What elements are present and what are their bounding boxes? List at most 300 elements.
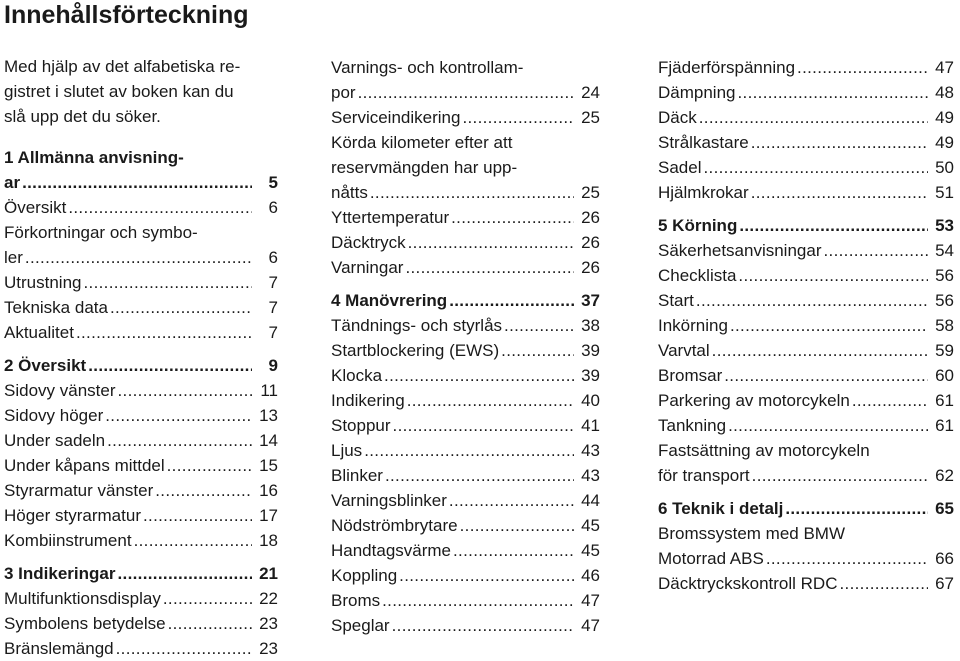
toc-entry-line: [658, 155, 954, 180]
toc-entry[interactable]: [331, 105, 600, 130]
toc-page-number: 23: [259, 639, 278, 658]
toc-entry[interactable]: [658, 55, 954, 80]
toc-entry[interactable]: [4, 453, 278, 478]
toc-entry[interactable]: [658, 571, 954, 596]
toc-dot-leader: [68, 195, 252, 220]
toc-entry-text: Varnings- och kontrollam-: [331, 58, 524, 77]
toc-dot-leader: [117, 561, 252, 586]
intro-line: slå upp det du söker.: [4, 107, 161, 126]
toc-page-number: 39: [581, 366, 600, 385]
toc-entry[interactable]: [4, 295, 278, 320]
toc-page-number: 22: [259, 589, 278, 608]
toc-chapter-entry[interactable]: [658, 496, 954, 521]
toc-dot-leader: [451, 205, 574, 230]
toc-dot-leader: [712, 338, 928, 363]
toc-entry-line: [331, 413, 600, 438]
toc-entry-line: [4, 195, 278, 220]
toc-page-number: 5: [268, 173, 278, 192]
toc-entry-text: Hjälmkrokar: [658, 183, 749, 202]
toc-entry-line: [331, 438, 600, 463]
toc-entry-line: [4, 145, 278, 170]
toc-entry-line: [4, 295, 278, 320]
toc-entry-line: [658, 363, 954, 388]
toc-entry-text: Start: [658, 291, 694, 310]
toc-entry-line: [658, 80, 954, 105]
toc-page-number: 24: [581, 83, 600, 102]
toc-entry-text: Säkerhetsanvisningar: [658, 241, 822, 260]
toc-dot-leader: [453, 538, 574, 563]
toc-entry-text: 3 Indikeringar: [4, 564, 116, 583]
toc-entry[interactable]: [331, 563, 600, 588]
toc-entry-line: [658, 388, 954, 413]
toc-entry[interactable]: [658, 521, 954, 571]
toc-entry-line: [658, 338, 954, 363]
toc-chapter-entry[interactable]: [4, 561, 278, 586]
toc-entry-text: Sidovy vänster: [4, 381, 116, 400]
toc-entry-line: [658, 571, 954, 596]
toc-entry-text: Indikering: [331, 391, 405, 410]
toc-dot-leader: [766, 546, 928, 571]
toc-entry[interactable]: [658, 238, 954, 263]
toc-entry-text: Koppling: [331, 566, 398, 585]
toc-dot-leader: [105, 403, 252, 428]
toc-entry-text: ler: [4, 248, 23, 267]
toc-entry-text: Broms: [331, 591, 381, 610]
toc-entry-line: [4, 220, 278, 245]
toc-page-number: 43: [581, 441, 600, 460]
toc-dot-leader: [110, 295, 252, 320]
toc-page-number: 6: [268, 248, 278, 267]
toc-entry[interactable]: [658, 388, 954, 413]
toc-page-number: 23: [259, 614, 278, 633]
toc-entry-text: för transport: [658, 466, 750, 485]
toc-entry-line: [658, 313, 954, 338]
toc-entry-line: [4, 403, 278, 428]
toc-entry-line: [658, 180, 954, 205]
toc-page-number: 45: [581, 516, 600, 535]
toc-entry[interactable]: [658, 80, 954, 105]
toc-entry-text: por: [331, 83, 356, 102]
toc-entry-line: [331, 538, 600, 563]
toc-entry[interactable]: [331, 588, 600, 613]
toc-entry-text: Tändnings- och styrlås: [331, 316, 503, 335]
toc-entry-line: [4, 611, 278, 636]
toc-entry-line: [331, 363, 600, 388]
toc-entry[interactable]: [4, 528, 278, 553]
toc-dot-leader: [407, 388, 574, 413]
toc-page-number: 26: [581, 233, 600, 252]
toc-entry[interactable]: [331, 313, 600, 338]
toc-dot-leader: [699, 105, 928, 130]
toc-entry-text: Styrarmatur vänster: [4, 481, 154, 500]
toc-entry[interactable]: [658, 363, 954, 388]
toc-entry[interactable]: [331, 338, 600, 363]
toc-dot-leader: [738, 263, 928, 288]
toc-entry-line: [331, 130, 600, 155]
toc-page-number: 47: [935, 58, 954, 77]
toc-chapter-entry[interactable]: [658, 213, 954, 238]
toc-entry[interactable]: [658, 288, 954, 313]
toc-entry-text: Inkörning: [658, 316, 728, 335]
toc-page-number: 40: [581, 391, 600, 410]
toc-entry-line: [658, 521, 954, 546]
toc-entry-line: [658, 546, 954, 571]
toc-dot-leader: [405, 255, 574, 280]
toc-entry-text: Bränslemängd: [4, 639, 114, 658]
toc-entry[interactable]: [4, 428, 278, 453]
toc-dot-leader: [449, 488, 574, 513]
toc-dot-leader: [738, 80, 929, 105]
toc-entry-text: Ljus: [331, 441, 363, 460]
toc-page-number: 59: [935, 341, 954, 360]
toc-entry-line: [4, 528, 278, 553]
toc-entry-line: [658, 213, 954, 238]
toc-dot-leader: [823, 238, 928, 263]
toc-dot-leader: [839, 571, 928, 596]
toc-entry-text: Fastsättning av motorcykeln: [658, 441, 870, 460]
toc-dot-leader: [168, 611, 252, 636]
toc-entry-text: Bromssystem med BMW: [658, 524, 846, 543]
toc-page-number: 46: [581, 566, 600, 585]
toc-entry[interactable]: [658, 313, 954, 338]
toc-entry-line: [331, 230, 600, 255]
toc-entry-text: Däcktryck: [331, 233, 406, 252]
toc-dot-leader: [852, 388, 928, 413]
toc-dot-leader: [107, 428, 252, 453]
toc-page-number: 17: [259, 506, 278, 525]
toc-entry-line: [331, 388, 600, 413]
toc-dot-leader: [358, 80, 574, 105]
toc-entry-line: [658, 438, 954, 463]
toc-entry-text: Höger styrarmatur: [4, 506, 141, 525]
toc-dot-leader: [76, 320, 252, 345]
toc-page-number: 7: [268, 273, 278, 292]
toc-page-number: 62: [935, 466, 954, 485]
toc-entry-line: [331, 563, 600, 588]
toc-dot-leader: [83, 270, 252, 295]
toc-entry-text: Handtagsvärme: [331, 541, 452, 560]
toc-entry-text: Utrustning: [4, 273, 82, 292]
toc-entry-text: Sidovy höger: [4, 406, 104, 425]
toc-entry[interactable]: [331, 363, 600, 388]
toc-entry-text: Aktualitet: [4, 323, 74, 342]
toc-dot-leader: [785, 496, 928, 521]
toc-entry-line: [331, 205, 600, 230]
toc-entry[interactable]: [658, 105, 954, 130]
toc-entry-text: Varvtal: [658, 341, 710, 360]
toc-entry-text: Yttertemperatur: [331, 208, 450, 227]
toc-entry-text: Blinker: [331, 466, 383, 485]
toc-dot-leader: [399, 563, 574, 588]
toc-dot-leader: [797, 55, 928, 80]
toc-dot-leader: [155, 478, 252, 503]
toc-entry-text: Förkortningar och symbo-: [4, 223, 198, 242]
toc-entry-line: [331, 338, 600, 363]
toc-entry-text: 2 Översikt: [4, 356, 87, 375]
toc-entry-text: 1 Allmänna anvisning-: [4, 148, 184, 167]
toc-page-number: 65: [935, 499, 954, 518]
intro-line: gistret i slutet av boken kan du: [4, 82, 234, 101]
toc-page-number: 11: [260, 381, 278, 400]
toc-entry-line: [331, 155, 600, 180]
toc-entry[interactable]: [658, 180, 954, 205]
toc-dot-leader: [384, 363, 574, 388]
toc-entry-line: [4, 170, 278, 195]
toc-entry-text: Fjäderförspänning: [658, 58, 796, 77]
toc-entry[interactable]: [331, 613, 600, 638]
toc-page-number: 6: [268, 198, 278, 217]
toc-column-1: [4, 54, 278, 661]
toc-entry-line: [658, 55, 954, 80]
toc-entry-line: [658, 105, 954, 130]
toc-entry-line: [331, 513, 600, 538]
toc-dot-leader: [449, 288, 574, 313]
toc-entry-text: Symbolens betydelse: [4, 614, 166, 633]
toc-dot-leader: [393, 413, 574, 438]
toc-entry-line: [4, 320, 278, 345]
toc-entry-line: [658, 413, 954, 438]
toc-entry-line: [4, 353, 278, 378]
toc-entry-line: [4, 561, 278, 586]
toc-entry-text: 6 Teknik i detalj: [658, 499, 784, 518]
toc-page-number: 66: [935, 549, 954, 568]
toc-page-number: 43: [581, 466, 600, 485]
toc-entry-text: 5 Körning: [658, 216, 738, 235]
toc-dot-leader: [728, 413, 928, 438]
toc-entry-line: [4, 245, 278, 270]
toc-page-number: 47: [581, 616, 600, 635]
toc-entry-text: reservmängden har upp-: [331, 158, 518, 177]
toc-entry-text: Parkering av motorcykeln: [658, 391, 850, 410]
toc-entry[interactable]: [4, 320, 278, 345]
toc-entry-text: 4 Manövrering: [331, 291, 448, 310]
toc-page-number: 60: [935, 366, 954, 385]
toc-page-number: 16: [259, 481, 278, 500]
toc-page-number: 53: [935, 216, 954, 235]
toc-entry-line: [331, 588, 600, 613]
toc-dot-leader: [392, 613, 574, 638]
toc-entry[interactable]: [331, 538, 600, 563]
toc-entry[interactable]: [4, 195, 278, 220]
toc-page-number: 13: [259, 406, 278, 425]
toc-dot-leader: [703, 155, 928, 180]
toc-entry-line: [658, 288, 954, 313]
toc-dot-leader: [408, 230, 574, 255]
toc-entry-text: Tankning: [658, 416, 727, 435]
toc-entry-line: [658, 238, 954, 263]
toc-column-3: [658, 55, 954, 596]
toc-page-number: 56: [935, 266, 954, 285]
toc-chapter-entry[interactable]: [4, 145, 278, 195]
toc-dot-leader: [730, 313, 928, 338]
toc-dot-leader: [501, 338, 574, 363]
toc-entry[interactable]: [4, 403, 278, 428]
toc-page-number: 9: [268, 356, 278, 375]
toc-page-number: 54: [935, 241, 954, 260]
toc-entry[interactable]: [658, 155, 954, 180]
toc-entry-text: Varningar: [331, 258, 404, 277]
toc-dot-leader: [22, 170, 252, 195]
toc-entry[interactable]: [331, 55, 600, 105]
toc-entry-text: Serviceindikering: [331, 108, 461, 127]
toc-entry[interactable]: [4, 220, 278, 270]
toc-entry-line: [4, 270, 278, 295]
toc-dot-leader: [504, 313, 574, 338]
toc-dot-leader: [462, 105, 574, 130]
toc-entry[interactable]: [4, 378, 278, 403]
toc-entry[interactable]: [331, 513, 600, 538]
toc-page-number: 50: [935, 158, 954, 177]
toc-page-number: 39: [581, 341, 600, 360]
toc-entry-line: [331, 105, 600, 130]
toc-entry-line: [331, 55, 600, 80]
toc-dot-leader: [752, 463, 928, 488]
toc-entry-line: [331, 488, 600, 513]
toc-entry-text: Översikt: [4, 198, 67, 217]
toc-entry[interactable]: [331, 130, 600, 205]
toc-entry-line: [658, 130, 954, 155]
toc-entry-text: Under kåpans mittdel: [4, 456, 165, 475]
toc-entry[interactable]: [658, 263, 954, 288]
toc-dot-leader: [751, 180, 928, 205]
toc-entry[interactable]: [658, 130, 954, 155]
intro-line: Med hjälp av det alfabetiska re-: [4, 57, 241, 76]
toc-entry[interactable]: [331, 205, 600, 230]
toc-entry-line: [331, 255, 600, 280]
toc-entry[interactable]: [331, 488, 600, 513]
toc-entry[interactable]: [331, 388, 600, 413]
toc-entry-text: Startblockering (EWS): [331, 341, 500, 360]
toc-entry[interactable]: [658, 338, 954, 363]
toc-entry-line: [4, 586, 278, 611]
toc-dot-leader: [163, 586, 252, 611]
toc-entry[interactable]: [331, 438, 600, 463]
toc-page-number: 58: [935, 316, 954, 335]
toc-entry-text: Stoppur: [331, 416, 391, 435]
toc-dot-leader: [739, 213, 928, 238]
toc-entry[interactable]: [4, 478, 278, 503]
toc-entry-line: [658, 496, 954, 521]
toc-entry[interactable]: [658, 438, 954, 488]
toc-entry-line: [331, 313, 600, 338]
toc-dot-leader: [118, 378, 253, 403]
toc-page-number: 21: [259, 564, 278, 583]
toc-page-number: 7: [268, 298, 278, 317]
toc-entry-line: [4, 478, 278, 503]
toc-dot-leader: [167, 453, 252, 478]
toc-page-number: 44: [581, 491, 600, 510]
toc-dot-leader: [724, 363, 928, 388]
toc-dot-leader: [134, 528, 252, 553]
toc-dot-leader: [25, 245, 252, 270]
toc-dot-leader: [382, 588, 574, 613]
toc-entry[interactable]: [331, 230, 600, 255]
toc-page-number: 37: [581, 291, 600, 310]
toc-chapter-entry[interactable]: [4, 353, 278, 378]
toc-dot-leader: [696, 288, 928, 313]
toc-entry[interactable]: [4, 503, 278, 528]
toc-entry-line: [658, 463, 954, 488]
toc-page-number: 67: [935, 574, 954, 593]
toc-entry[interactable]: [331, 463, 600, 488]
toc-entry-line: [331, 80, 600, 105]
toc-dot-leader: [385, 463, 574, 488]
toc-entry[interactable]: [4, 611, 278, 636]
toc-page-number: 49: [935, 108, 954, 127]
toc-page-number: 38: [581, 316, 600, 335]
toc-entry-text: Varningsblinker: [331, 491, 447, 510]
page-title: Innehållsförteckning: [4, 1, 249, 29]
toc-entry-line: [4, 378, 278, 403]
toc-entry-text: Under sadeln: [4, 431, 106, 450]
toc-dot-leader: [751, 130, 928, 155]
toc-page-number: 15: [259, 456, 278, 475]
toc-entry-text: Speglar: [331, 616, 390, 635]
toc-entry-line: [331, 180, 600, 205]
toc-page-number: 61: [935, 391, 954, 410]
toc-entry-text: Däck: [658, 108, 697, 127]
toc-page-number: 26: [581, 208, 600, 227]
toc-dot-leader: [364, 438, 574, 463]
toc-page-number: 26: [581, 258, 600, 277]
toc-entry-line: [4, 428, 278, 453]
toc-entry-text: Kombiinstrument: [4, 531, 132, 550]
toc-page-number: 45: [581, 541, 600, 560]
toc-page-number: 14: [259, 431, 278, 450]
toc-entry-line: [4, 453, 278, 478]
toc-entry-text: Multifunktionsdisplay: [4, 589, 161, 608]
toc-page-number: 18: [259, 531, 278, 550]
toc-page-number: 7: [268, 323, 278, 342]
toc-entry-line: [331, 288, 600, 313]
toc-entry-text: Nödströmbrytare: [331, 516, 458, 535]
toc-entry-line: [658, 263, 954, 288]
toc-entry[interactable]: [331, 413, 600, 438]
toc-entry-text: Klocka: [331, 366, 383, 385]
toc-page-number: 56: [935, 291, 954, 310]
toc-entry[interactable]: [331, 255, 600, 280]
toc-entry-text: nåtts: [331, 183, 368, 202]
toc-entry-text: Bromsar: [658, 366, 723, 385]
toc-entry-line: [4, 503, 278, 528]
toc-dot-leader: [370, 180, 574, 205]
toc-page-number: 61: [935, 416, 954, 435]
toc-page-number: 25: [581, 183, 600, 202]
toc-entry[interactable]: [658, 413, 954, 438]
toc-entry-text: Dämpning: [658, 83, 736, 102]
toc-page-number: 51: [935, 183, 954, 202]
toc-entry[interactable]: [4, 270, 278, 295]
toc-entry[interactable]: [4, 586, 278, 611]
toc-column-2: [331, 55, 600, 638]
toc-page-number: 25: [581, 108, 600, 127]
toc-page-number: 48: [935, 83, 954, 102]
toc-entry-text: Däcktryckskontroll RDC: [658, 574, 838, 593]
toc-dot-leader: [143, 503, 252, 528]
toc-entry-text: ar: [4, 173, 21, 192]
toc-page-number: 47: [581, 591, 600, 610]
intro-text: [4, 54, 278, 129]
toc-entry-text: Körda kilometer efter att: [331, 133, 513, 152]
toc-entry-text: Motorrad ABS: [658, 549, 764, 568]
toc-entry-line: [331, 613, 600, 638]
toc-page-number: 41: [581, 416, 600, 435]
toc-entry-line: [331, 463, 600, 488]
toc-dot-leader: [88, 353, 252, 378]
toc-entry-text: Tekniska data: [4, 298, 108, 317]
toc-chapter-entry[interactable]: [331, 288, 600, 313]
toc-dot-leader: [460, 513, 574, 538]
